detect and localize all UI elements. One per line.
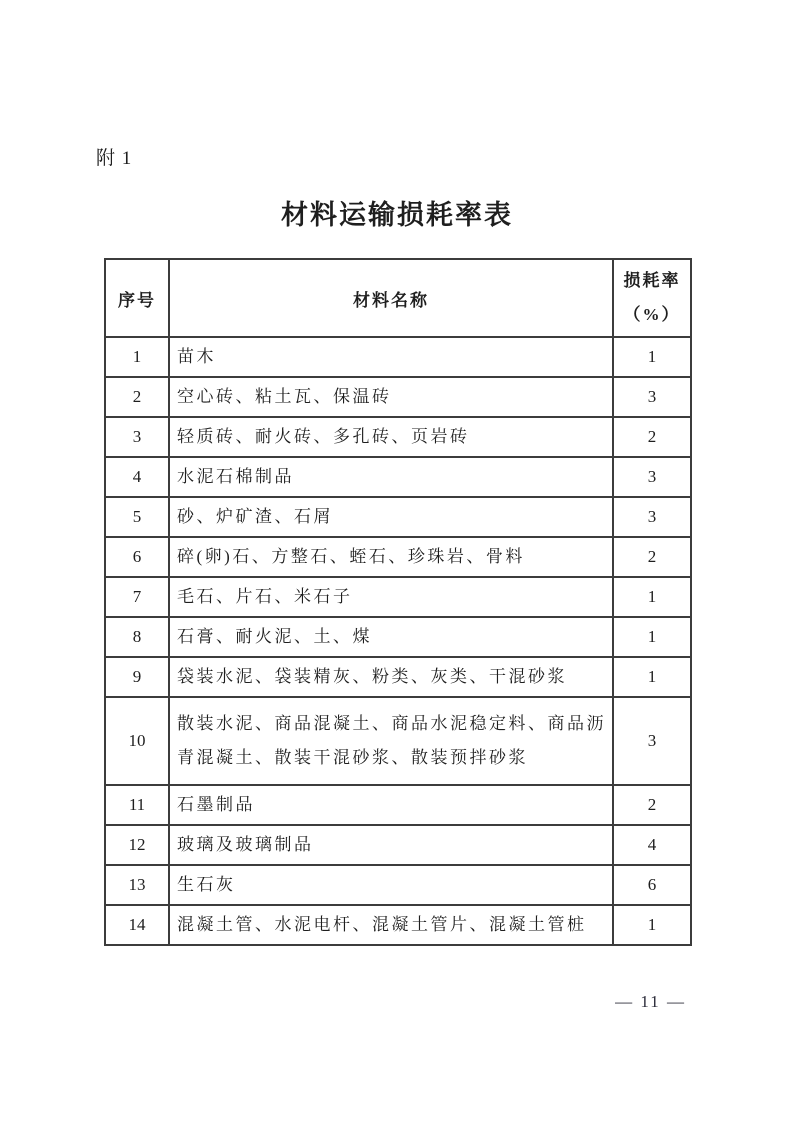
row-material: 混凝土管、水泥电杆、混凝土管片、混凝土管桩 (169, 905, 613, 945)
row-material: 砂、炉矿渣、石屑 (169, 497, 613, 537)
row-material: 苗木 (169, 337, 613, 377)
table-row (105, 457, 691, 497)
row-loss-rate: 3 (613, 377, 691, 417)
row-material: 石膏、耐火泥、土、煤 (169, 617, 613, 657)
row-loss-rate: 3 (613, 697, 691, 785)
row-material: 生石灰 (169, 865, 613, 905)
row-loss-rate: 2 (613, 537, 691, 577)
row-material: 水泥石棉制品 (169, 457, 613, 497)
row-index: 11 (105, 785, 169, 825)
table-row (105, 577, 691, 617)
row-index: 9 (105, 657, 169, 697)
row-loss-rate: 1 (613, 337, 691, 377)
row-loss-rate: 1 (613, 657, 691, 697)
table-row (105, 617, 691, 657)
table-row (105, 337, 691, 377)
row-material: 石墨制品 (169, 785, 613, 825)
row-index: 6 (105, 537, 169, 577)
page-number: — 11 — (615, 992, 686, 1011)
page-title: 材料运输损耗率表 (281, 200, 513, 230)
row-material: 轻质砖、耐火砖、多孔砖、页岩砖 (169, 417, 613, 457)
row-index: 14 (105, 905, 169, 945)
attachment-label: 附 1 (96, 148, 133, 169)
table-body (105, 337, 691, 945)
row-index: 3 (105, 417, 169, 457)
row-index: 2 (105, 377, 169, 417)
row-index: 4 (105, 457, 169, 497)
row-material: 毛石、片石、米石子 (169, 577, 613, 617)
table-row (105, 377, 691, 417)
header-loss-rate (613, 259, 691, 337)
row-loss-rate: 2 (613, 417, 691, 457)
row-loss-rate: 1 (613, 617, 691, 657)
loss-rate-table (104, 258, 692, 946)
row-index: 10 (105, 697, 169, 785)
table-row (105, 657, 691, 697)
row-index: 8 (105, 617, 169, 657)
table-row (105, 497, 691, 537)
table-row (105, 697, 691, 785)
table-row (105, 905, 691, 945)
table-row (105, 825, 691, 865)
row-loss-rate: 2 (613, 785, 691, 825)
row-index: 7 (105, 577, 169, 617)
row-material: 袋装水泥、袋装精灰、粉类、灰类、干混砂浆 (169, 657, 613, 697)
row-index: 5 (105, 497, 169, 537)
row-index: 1 (105, 337, 169, 377)
row-loss-rate: 6 (613, 865, 691, 905)
row-material: 玻璃及玻璃制品 (169, 825, 613, 865)
row-material: 空心砖、粘土瓦、保温砖 (169, 377, 613, 417)
row-loss-rate: 1 (613, 905, 691, 945)
table-row (105, 785, 691, 825)
header-material: 材料名称 (169, 259, 613, 337)
row-loss-rate: 3 (613, 497, 691, 537)
row-loss-rate: 3 (613, 457, 691, 497)
row-index: 12 (105, 825, 169, 865)
row-loss-rate: 1 (613, 577, 691, 617)
table-header (105, 259, 691, 337)
header-loss-rate-line2: （%） (623, 305, 681, 324)
header-index: 序号 (105, 259, 169, 337)
table-row (105, 865, 691, 905)
header-row (105, 259, 691, 337)
row-material: 碎(卵)石、方整石、蛭石、珍珠岩、骨料 (169, 537, 613, 577)
table-row (105, 417, 691, 457)
table-row (105, 537, 691, 577)
row-material: 散装水泥、商品混凝土、商品水泥稳定料、商品沥青混凝土、散装干混砂浆、散装预拌砂浆 (169, 697, 613, 785)
row-index: 13 (105, 865, 169, 905)
header-loss-rate-line1: 损耗率 (623, 271, 681, 290)
row-loss-rate: 4 (613, 825, 691, 865)
